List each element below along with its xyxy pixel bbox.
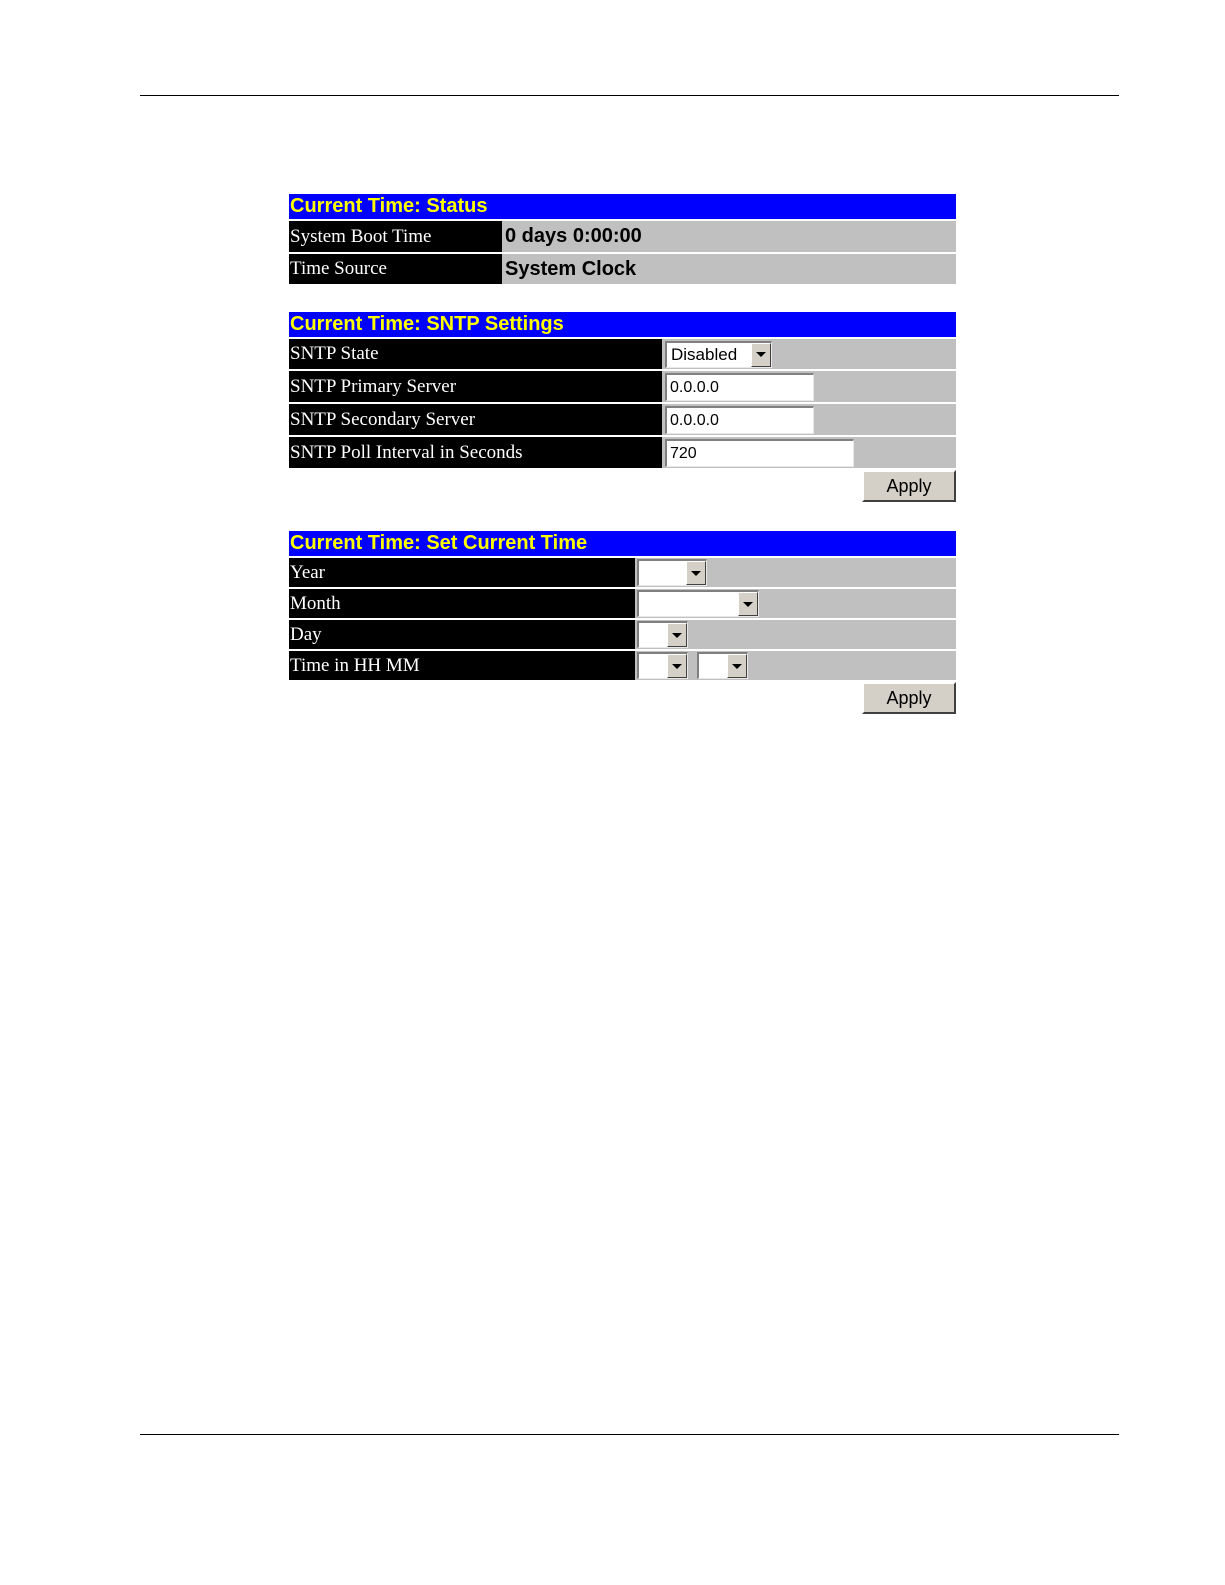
month-select[interactable] xyxy=(637,590,759,617)
sntp-secondary-input[interactable]: 0.0.0.0 xyxy=(665,406,814,434)
year-row xyxy=(289,558,956,587)
header-rule xyxy=(140,95,1119,96)
boot-time-label: System Boot Time xyxy=(289,221,502,252)
month-selected xyxy=(639,592,738,616)
sntp-state-row xyxy=(289,339,956,369)
set-time-apply-button[interactable]: Apply xyxy=(862,682,956,714)
set-time-panel xyxy=(289,531,956,714)
sntp-primary-row xyxy=(289,371,956,402)
sntp-panel-header: Current Time: SNTP Settings xyxy=(289,312,956,337)
sntp-primary-cell xyxy=(662,371,956,402)
boot-time-value: 0 days 0:00:00 xyxy=(505,225,642,247)
time-cell xyxy=(635,651,956,680)
hour-select[interactable] xyxy=(637,652,688,679)
year-cell xyxy=(635,558,956,587)
minute-selected xyxy=(699,654,727,678)
chevron-down-icon[interactable] xyxy=(667,654,687,678)
status-panel xyxy=(289,194,956,284)
sntp-apply-button[interactable]: Apply xyxy=(862,470,956,502)
chevron-down-icon[interactable] xyxy=(667,623,687,647)
set-time-panel-header: Current Time: Set Current Time xyxy=(289,531,956,556)
day-row xyxy=(289,620,956,649)
time-source-label: Time Source xyxy=(289,254,502,284)
sntp-secondary-row xyxy=(289,404,956,435)
footer-rule xyxy=(140,1434,1119,1435)
sntp-state-cell xyxy=(662,339,956,369)
day-selected xyxy=(639,623,667,647)
status-panel-header: Current Time: Status xyxy=(289,194,956,219)
sntp-state-select[interactable] xyxy=(665,341,772,368)
year-selected xyxy=(639,561,686,585)
sntp-state-selected: Disabled xyxy=(671,344,738,364)
sntp-panel xyxy=(289,312,956,502)
sntp-poll-input[interactable]: 720 xyxy=(665,439,854,467)
hour-selected xyxy=(639,654,667,678)
minute-select[interactable] xyxy=(697,652,748,679)
month-cell xyxy=(635,589,956,618)
sntp-poll-row xyxy=(289,437,956,468)
sntp-secondary-label: SNTP Secondary Server xyxy=(289,404,662,435)
sntp-state-label: SNTP State xyxy=(289,339,662,369)
chevron-down-icon[interactable] xyxy=(727,654,747,678)
time-source-value-cell xyxy=(502,254,956,284)
time-row xyxy=(289,651,956,680)
chevron-down-icon[interactable] xyxy=(751,343,771,367)
time-source-value: System Clock xyxy=(505,257,637,280)
status-row-time-source xyxy=(289,254,956,284)
day-cell xyxy=(635,620,956,649)
chevron-down-icon[interactable] xyxy=(686,561,706,585)
sntp-primary-label: SNTP Primary Server xyxy=(289,371,662,402)
set-time-apply-row xyxy=(289,682,956,714)
status-row-boot-time xyxy=(289,221,956,252)
sntp-primary-input[interactable]: 0.0.0.0 xyxy=(665,373,814,401)
sntp-apply-row xyxy=(289,470,956,502)
month-row xyxy=(289,589,956,618)
day-label: Day xyxy=(289,620,635,649)
time-label: Time in HH MM xyxy=(289,651,635,680)
year-select[interactable] xyxy=(637,559,707,586)
month-label: Month xyxy=(289,589,635,618)
day-select[interactable] xyxy=(637,621,688,648)
year-label: Year xyxy=(289,558,635,587)
chevron-down-icon[interactable] xyxy=(738,592,758,616)
boot-time-value-cell xyxy=(502,221,956,252)
sntp-poll-label: SNTP Poll Interval in Seconds xyxy=(289,437,662,468)
sntp-poll-cell xyxy=(662,437,956,468)
sntp-secondary-cell xyxy=(662,404,956,435)
